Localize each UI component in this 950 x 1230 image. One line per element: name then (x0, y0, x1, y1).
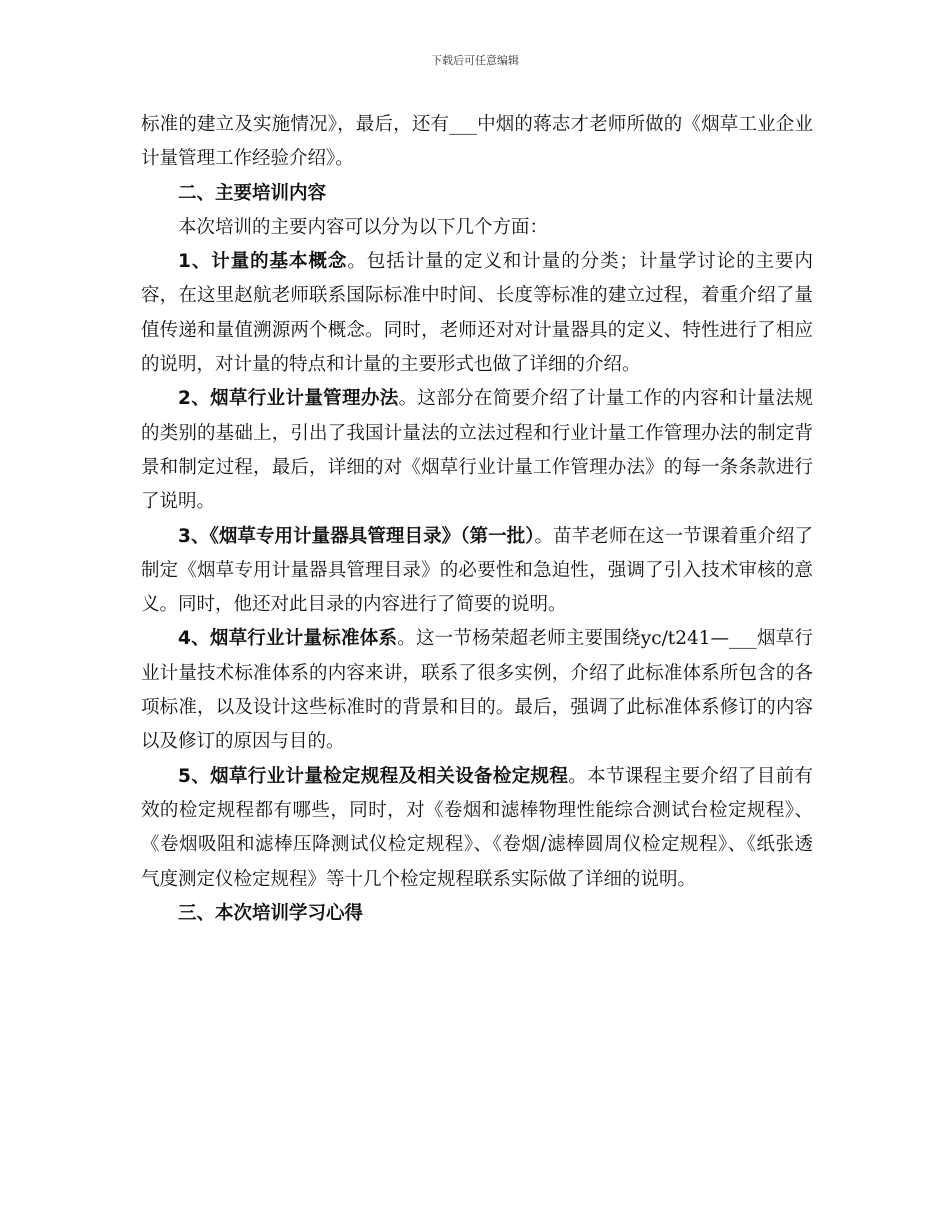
item-title-2: 2、烟草行业计量管理办法 (178, 388, 399, 410)
item-paragraph-2 (141, 382, 813, 519)
item-title-1: 1、计量的基本概念 (178, 251, 348, 273)
item-paragraph-4 (141, 622, 813, 759)
item-text-5: 。本节课程主要介绍了目前有效的检定规程都有哪些，同时，对《卷烟和滤棒物理性能综合测试台检定规程》、《卷烟吸阻和滤棒压降测试仪检定规程》、《卷烟/滤棒圆周仪检定规程》、《纸张透气度测定仪检定规程》等十几个检定规程联系实际做了详细的说明。 (141, 765, 813, 890)
item-paragraph-1 (141, 245, 813, 382)
section-heading-2: 二、主要培训内容 (178, 182, 327, 204)
item-text-3: 。苗芊老师在这一节课着重介绍了制定《烟草专用计量器具管理目录》的必要性和急迫性，强调了引入技术审核的意义。同时，他还对此目录的内容进行了简要的说明。 (141, 525, 813, 616)
continuation-paragraph: 标准的建立及实施情况》，最后，还有___中烟的蒋志才老师所做的《烟草工业企业计量管理工作经验介绍》。 (141, 114, 813, 170)
item-paragraph-3 (141, 520, 813, 623)
page-header: 下载后可任意编辑 (431, 54, 519, 67)
document-body (141, 108, 813, 931)
item-title-4: 4、烟草行业计量标准体系 (178, 628, 398, 650)
item-title-3: 3、《烟草专用计量器具管理目录》（第一批） (178, 525, 535, 547)
item-text-1: 。包括计量的定义和计量的分类；计量学讨论的主要内容，在这里赵航老师联系国际标准中时间、长度等标准的建立过程，着重介绍了量值传递和量值溯源两个概念。同时，老师还对对计量器具的定义、特性进行了相应的说明，对计量的特点和计量的主要形式也做了详细的介绍。 (141, 251, 813, 376)
intro-paragraph: 本次培训的主要内容可以分为以下几个方面： (178, 216, 549, 238)
item-paragraph-5 (141, 760, 813, 897)
item-title-5: 5、烟草行业计量检定规程及相关设备检定规程 (178, 765, 569, 787)
item-text-2: 。这部分在简要介绍了计量工作的内容和计量法规的类别的基础上，引出了我国计量法的立法过程和行业计量工作管理办法的制定背景和制定过程，最后，详细的对《烟草行业计量工作管理办法》的每一条条款进行了说明。 (141, 388, 813, 513)
section-heading-3: 三、本次培训学习心得 (178, 902, 364, 924)
item-text-4: 。这一节杨荣超老师主要围绕yc/t241—___烟草行业计量技术标准体系的内容来讲，联系了很多实例，介绍了此标准体系所包含的各项标准，以及设计这些标准时的背景和目的。最后，强调了此标准体系修订的内容以及修订的原因与目的。 (141, 628, 814, 753)
